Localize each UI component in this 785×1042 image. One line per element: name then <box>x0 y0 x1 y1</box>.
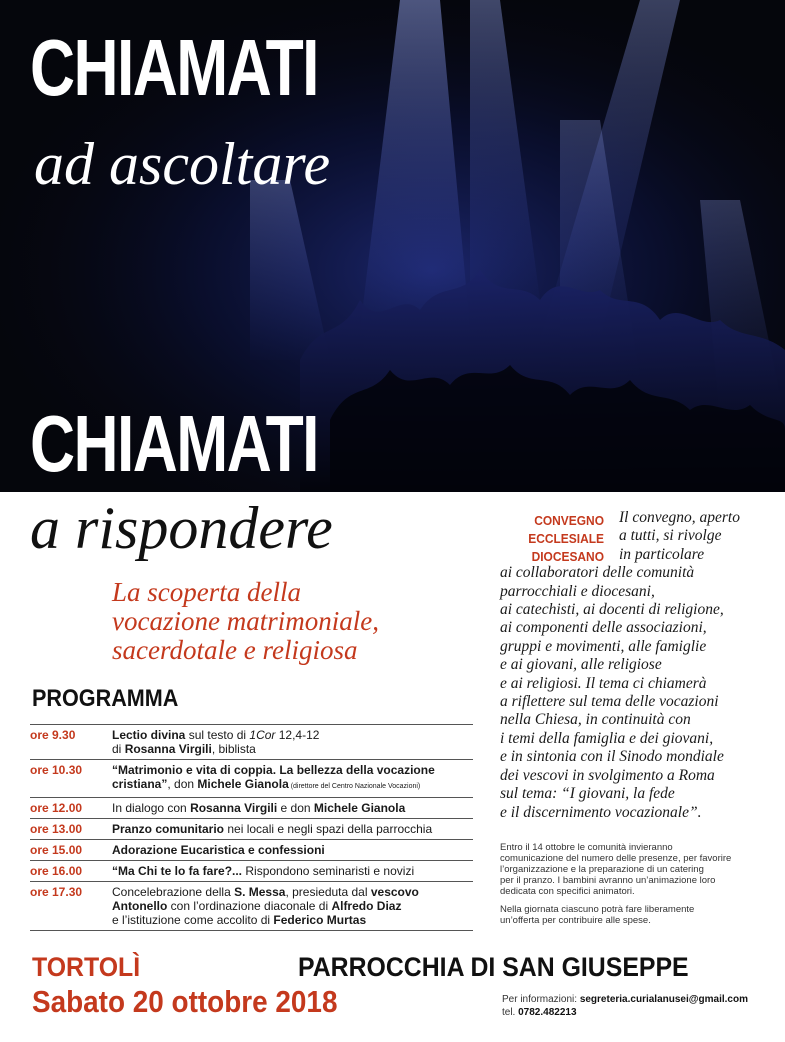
program-description <box>112 801 473 815</box>
convegno-text-line: ai componenti delle associazioni, <box>500 619 707 637</box>
program-row <box>30 882 473 931</box>
theme-line: La scoperta della <box>112 577 301 607</box>
info-label: Per informazioni: <box>502 994 580 1005</box>
contact-phone[interactable]: 0782.482213 <box>518 1007 577 1018</box>
convegno-text-line: parrocchiali e diocesani, <box>500 582 655 600</box>
program-row <box>30 819 473 840</box>
program-text: 1Cor <box>249 728 276 742</box>
convegno-text-line: a riflettere sul tema delle vocazioni <box>500 693 719 711</box>
tel-label: tel. <box>502 1007 519 1018</box>
program-text: con l’ordinazione diaconale di <box>167 899 332 913</box>
convegno-text-line: e ai giovani, alle religiose <box>500 656 662 674</box>
parish-name: PARROCCHIA DI SAN GIUSEPPE <box>298 952 689 982</box>
convegno-text-line: e in sintonia con il Sinodo mondiale <box>500 748 724 766</box>
program-row <box>30 798 473 819</box>
headline-a-rispondere: a rispondere <box>30 495 333 561</box>
convegno-text-line: ai collaboratori delle comunità <box>500 564 695 582</box>
note-line: Nella giornata ciascuno potrà fare liberamente <box>500 904 695 915</box>
event-date: Sabato 20 ottobre 2018 <box>32 984 338 1019</box>
program-text: Rosanna Virgili <box>124 742 212 756</box>
convegno-label-line: DIOCESANO <box>531 549 604 564</box>
program-time: ore 15.00 <box>30 843 83 857</box>
program-text: Pranzo comunitario <box>112 822 225 836</box>
convegno-label-line: ECCLESIALE <box>528 531 604 546</box>
convegno-text-line: in particolare <box>619 545 705 563</box>
convegno-text-line: Il convegno, aperto <box>619 509 740 526</box>
contact-email[interactable]: segreteria.curialanusei@gmail.com <box>579 994 748 1005</box>
note-line: comunicazione del numero delle presenze, per favorire <box>500 853 732 864</box>
program-time: ore 13.00 <box>30 822 83 836</box>
program-text: S. Messa <box>234 885 286 899</box>
program-text: e l’istituzione come accolito di <box>112 913 274 927</box>
program-text: Rispondono seminaristi e novizi <box>242 864 415 878</box>
program-time: ore 12.00 <box>30 801 83 815</box>
program-text: di <box>112 742 125 756</box>
program-row <box>30 840 473 861</box>
program-text: Lectio divina <box>112 728 186 742</box>
event-place: TORTOLÌ <box>32 952 141 982</box>
program-text: Alfredo Diaz <box>331 899 402 913</box>
convegno-label-line: CONVEGNO <box>534 513 604 528</box>
convegno-text-line: e ai religiosi. Il tema ci chiamerà <box>500 674 707 692</box>
theme-line: sacerdotale e religiosa <box>112 635 358 665</box>
convegno-description <box>500 509 770 822</box>
program-row <box>30 725 473 760</box>
note-line: dedicata con specifici animatori. <box>500 886 635 897</box>
program-text: , biblista <box>211 742 256 756</box>
convegno-text-line: i temi della famiglia e dei giovani, <box>500 729 714 747</box>
convegno-text-line: gruppi e movimenti, alle famiglie <box>500 637 707 655</box>
theme-subtitle <box>112 578 482 665</box>
program-text: Adorazione Eucaristica e confessioni <box>112 843 325 857</box>
program-text: e don <box>277 801 314 815</box>
program-time: ore 16.00 <box>30 864 83 878</box>
program-text: (direttore del Centro Nazionale Vocazioni) <box>288 783 421 790</box>
program-time: ore 9.30 <box>30 728 76 742</box>
contact-info <box>502 993 748 1019</box>
program-time: ore 17.30 <box>30 885 83 899</box>
note-line: per il pranzo. I bambini avranno un’animazione loro <box>500 875 716 886</box>
program-text: sul testo di <box>185 728 250 742</box>
headline-chiamati-1: CHIAMATI <box>30 23 318 112</box>
program-text: , don <box>167 777 198 791</box>
program-title: PROGRAMMA <box>32 685 179 712</box>
program-text: Concelebrazione della <box>112 885 235 899</box>
program-text: nei locali e negli spazi della parrocchia <box>224 822 433 836</box>
convegno-text-line: ai catechisti, ai docenti di religione, <box>500 601 724 619</box>
theme-line: vocazione matrimoniale, <box>112 606 379 636</box>
convegno-text-line: a tutti, si rivolge <box>619 527 722 545</box>
program-text: Federico Murtas <box>273 913 367 927</box>
program-text: “Ma Chi te lo fa fare?... <box>112 864 243 878</box>
headline-chiamati-2: CHIAMATI <box>30 399 318 488</box>
program-description <box>112 822 473 836</box>
note-line: un’offerta per contribuire alle spese. <box>500 915 651 926</box>
program-text: Michele Gianola <box>197 777 289 791</box>
headline-ad-ascoltare: ad ascoltare <box>34 131 331 197</box>
convegno-text-line: e il discernimento vocazionale”. <box>500 803 702 821</box>
program-text: In dialogo con <box>112 801 191 815</box>
program-description <box>112 885 473 927</box>
program-description <box>112 864 473 878</box>
program-row <box>30 861 473 882</box>
convegno-text-line: dei vescovi in svolgimento a Roma <box>500 766 715 784</box>
program-description <box>112 843 473 857</box>
program-text: , presieduta dal <box>285 885 371 899</box>
note-line: l’organizzazione e la preparazione di un catering <box>500 864 704 875</box>
program-row <box>30 760 473 798</box>
program-description <box>112 763 473 794</box>
note-line: Entro il 14 ottobre le comunità invieranno <box>500 842 673 853</box>
hero-image <box>0 0 785 492</box>
offering-note <box>500 904 770 926</box>
program-text: “Matrimonio e vita di coppia. La bellezza della vocazione cristiana” <box>112 763 435 791</box>
program-text: Rosanna Virgili <box>190 801 278 815</box>
program-text: Michele Gianola <box>313 801 406 815</box>
program-text: vescovo Antonello <box>112 885 419 913</box>
program-time: ore 10.30 <box>30 763 83 777</box>
registration-note <box>500 842 770 897</box>
convegno-text-line: nella Chiesa, in continuità con <box>500 711 691 729</box>
program-schedule <box>30 724 473 931</box>
program-text: 12,4-12 <box>275 728 320 742</box>
convegno-text-line: sul tema: “I giovani, la fede <box>500 785 675 803</box>
program-description <box>112 728 473 756</box>
